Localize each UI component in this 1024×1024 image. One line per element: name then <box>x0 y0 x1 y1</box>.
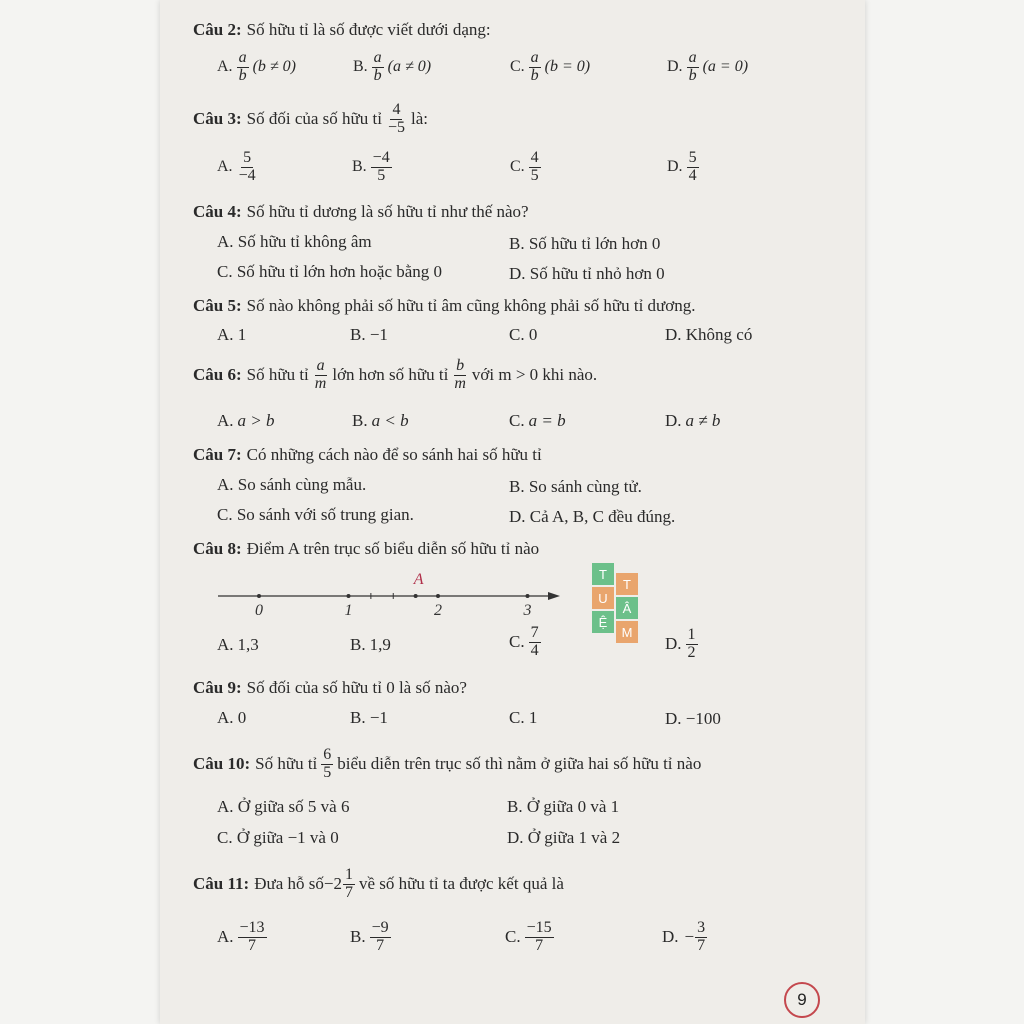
question-8 <box>193 539 539 559</box>
tick-label: 0 <box>255 602 263 619</box>
option-letter: D. <box>662 927 679 947</box>
option-a <box>217 50 296 85</box>
option-a <box>217 411 275 431</box>
point-a-label: A <box>413 571 424 588</box>
option-c: C. Ở giữa −1 và 0 <box>217 828 339 847</box>
question-text: Số hữu tỉ <box>255 754 318 774</box>
option-letter: A. <box>217 58 233 76</box>
numerator: −13 <box>239 919 265 936</box>
numerator: b <box>456 357 465 374</box>
option-b <box>352 150 396 185</box>
option-letter: D. <box>665 411 682 430</box>
question-11 <box>193 867 564 902</box>
numerator: 5 <box>688 149 697 166</box>
numerator: a <box>688 49 697 66</box>
option-b <box>352 411 409 431</box>
question-6 <box>193 358 597 393</box>
question-label: Câu 9: <box>193 678 242 697</box>
question-text: lớn hơn số hữu tỉ <box>332 365 449 385</box>
option-c: C. 1 <box>509 708 538 727</box>
option-letter: C. <box>509 632 525 652</box>
fraction <box>313 358 329 393</box>
option-letter: B. <box>353 58 368 76</box>
fraction <box>687 150 699 185</box>
option-b <box>353 50 431 85</box>
numerator: 1 <box>687 626 696 643</box>
option-a <box>217 635 259 655</box>
denominator: b <box>688 66 697 84</box>
option-letter: B. <box>352 158 367 176</box>
question-4 <box>193 202 529 222</box>
denominator: 4 <box>688 166 697 184</box>
fraction <box>237 150 258 185</box>
question-label: Câu 4: <box>193 202 242 221</box>
logo-letter: U <box>592 587 614 609</box>
option-d <box>667 50 748 85</box>
question-text: Số đối của số hữu tỉ <box>246 109 382 129</box>
question-label: Câu 2: <box>193 20 242 39</box>
denominator: 7 <box>344 883 353 901</box>
option-c: C. So sánh với số trung gian. <box>217 505 414 524</box>
option-d: D. Số hữu tỉ nhỏ hơn 0 <box>509 264 665 283</box>
option-d <box>665 627 702 662</box>
option-letter: A. <box>217 411 234 430</box>
denominator: 5 <box>377 166 386 184</box>
question-text: Số hữu tỉ là số được viết dưới dạng: <box>246 20 491 39</box>
numerator: a <box>238 49 247 66</box>
numerator: 3 <box>697 919 706 936</box>
option-expr: a > b <box>237 411 275 430</box>
denominator: 4 <box>530 641 539 659</box>
option-letter: D. <box>667 58 683 76</box>
denominator: 7 <box>248 936 257 954</box>
option-c: C. 0 <box>509 325 538 344</box>
denominator: 7 <box>535 936 544 954</box>
question-label: Câu 8: <box>193 539 242 558</box>
tick-point <box>347 594 351 598</box>
option-b <box>350 635 391 655</box>
question-label: Câu 7: <box>193 445 242 464</box>
numerator: a <box>530 49 539 66</box>
denominator: b <box>373 66 382 84</box>
numerator: 7 <box>530 624 539 641</box>
fraction <box>686 627 698 662</box>
question-label: Câu 10: <box>193 754 251 774</box>
option-b <box>350 920 395 955</box>
fraction <box>386 102 407 137</box>
option-letter: A. <box>217 158 233 176</box>
question-9 <box>193 678 467 698</box>
point-a <box>414 594 418 598</box>
fraction <box>452 358 468 393</box>
condition: (b = 0) <box>544 58 591 76</box>
option-c <box>505 920 558 955</box>
tick-label: 2 <box>434 602 442 619</box>
option-a: A. So sánh cùng mẫu. <box>217 475 367 494</box>
question-text: Số hữu tỉ dương là số hữu tỉ như thế nào? <box>246 202 529 221</box>
option-c <box>510 50 590 85</box>
denominator: 2 <box>687 643 696 661</box>
fraction <box>687 50 699 85</box>
number-line <box>210 570 570 625</box>
option-expr: a = b <box>528 411 566 430</box>
question-text: biểu diễn trên trục số thì nằm ở giữa hai số hữu tỉ nào <box>337 754 702 774</box>
fraction <box>529 150 541 185</box>
numerator: −15 <box>526 919 552 936</box>
question-text: Điểm A trên trục số biểu diễn số hữu tỉ nào <box>246 539 540 558</box>
tick-label: 1 <box>344 602 353 619</box>
fraction <box>529 625 541 660</box>
fraction <box>238 920 267 955</box>
question-5 <box>193 296 696 316</box>
option-a: A. 0 <box>217 708 247 727</box>
logo-letter: M <box>616 621 638 643</box>
numerator: 4 <box>530 149 539 166</box>
tick-point <box>526 594 530 598</box>
whole-part: −2 <box>323 874 342 894</box>
option-a <box>217 150 262 185</box>
question-label: Câu 6: <box>193 365 242 385</box>
option-letter: C. <box>505 927 521 947</box>
numerator: 6 <box>323 746 332 763</box>
option-b: B. Ở giữa 0 và 1 <box>507 797 620 816</box>
option-d <box>667 150 703 185</box>
tick-point <box>436 594 440 598</box>
option-b: B. Số hữu tỉ lớn hơn 0 <box>509 234 661 253</box>
numerator: 4 <box>392 101 401 118</box>
tick-label: 3 <box>523 602 532 619</box>
option-letter: C. <box>509 411 525 430</box>
option-c: C. Số hữu tỉ lớn hơn hoặc bằng 0 <box>217 262 443 281</box>
option-d: D. Ở giữa 1 và 2 <box>507 828 621 847</box>
logo-letter: Â <box>616 597 638 619</box>
question-text: Có những cách nào để so sánh hai số hữu tỉ <box>246 445 542 464</box>
question-label: Câu 11: <box>193 874 250 894</box>
logo-letter: Ệ <box>592 611 614 633</box>
option-a: A. Ở giữa số 5 và 6 <box>217 797 350 816</box>
fraction <box>695 920 707 955</box>
denominator: b <box>238 66 247 84</box>
option-letter: A. <box>217 927 234 947</box>
option-d: D. −100 <box>665 709 721 728</box>
option-text: 1,9 <box>369 635 391 654</box>
option-d: D. Cả A, B, C đều đúng. <box>509 507 676 526</box>
minus-sign: − <box>684 927 695 947</box>
option-letter: B. <box>350 927 366 947</box>
question-text: với m > 0 khi nào. <box>471 365 598 385</box>
numerator: a <box>373 49 382 66</box>
option-letter: B. <box>352 411 368 430</box>
denominator: 5 <box>530 166 539 184</box>
question-7 <box>193 445 542 465</box>
option-b: B. −1 <box>350 325 388 344</box>
option-text: 1,3 <box>237 635 259 654</box>
fraction <box>237 50 249 85</box>
option-c <box>509 411 566 431</box>
option-d <box>662 920 711 955</box>
option-letter: C. <box>510 158 525 176</box>
denominator: m <box>454 374 466 392</box>
denominator: 5 <box>323 763 332 781</box>
question-text-end: là: <box>410 109 428 129</box>
fraction <box>371 150 392 185</box>
option-b: B. So sánh cùng tử. <box>509 477 642 496</box>
option-expr: a ≠ b <box>685 411 721 430</box>
numerator: −9 <box>371 919 389 936</box>
tick-point <box>257 594 261 598</box>
denominator: m <box>314 374 327 392</box>
question-text: về số hữu tỉ ta được kết quả là <box>358 874 564 894</box>
question-3 <box>193 102 428 137</box>
option-a <box>217 920 271 955</box>
question-10 <box>193 747 701 782</box>
fraction <box>370 920 391 955</box>
denominator: 7 <box>697 936 706 954</box>
option-c <box>510 150 545 185</box>
denominator: −5 <box>387 118 405 136</box>
option-b: B. −1 <box>350 708 388 727</box>
numerator: −4 <box>372 149 390 166</box>
logo-letter: T <box>592 563 614 585</box>
option-letter: A. <box>217 635 234 654</box>
fraction <box>343 867 355 902</box>
option-d: D. Không có <box>665 325 753 344</box>
option-letter: B. <box>350 635 366 654</box>
numerator: a <box>316 357 325 374</box>
denominator: 7 <box>376 936 385 954</box>
option-letter: D. <box>665 634 682 654</box>
condition: (a ≠ 0) <box>387 58 432 76</box>
option-a: A. Số hữu tỉ không âm <box>217 232 372 251</box>
denominator: b <box>530 66 539 84</box>
option-a: A. 1 <box>217 325 247 344</box>
condition: (b ≠ 0) <box>252 58 296 76</box>
question-label: Câu 3: <box>193 109 242 129</box>
page-number: 9 <box>784 982 820 1018</box>
logo-letter: T <box>616 573 638 595</box>
option-letter: D. <box>667 158 683 176</box>
question-label: Câu 5: <box>193 296 242 315</box>
question-text: Số đối của số hữu tỉ 0 là số nào? <box>246 678 467 697</box>
denominator: −4 <box>238 166 256 184</box>
watermark-logo <box>592 563 640 645</box>
question-text: Đưa hỗ số <box>254 874 324 894</box>
numerator: 1 <box>344 866 353 883</box>
option-letter: C. <box>510 58 525 76</box>
option-expr: a < b <box>371 411 409 430</box>
option-d <box>665 411 720 431</box>
question-text: Số nào không phải số hữu tỉ âm cũng không phải số hữu tỉ dương. <box>246 296 696 315</box>
option-c <box>509 625 545 660</box>
fraction <box>321 747 333 782</box>
fraction <box>372 50 384 85</box>
arrow-head-icon <box>548 592 560 600</box>
numerator: 5 <box>243 149 252 166</box>
question-2 <box>193 20 491 40</box>
fraction <box>525 920 554 955</box>
condition: (a = 0) <box>702 58 749 76</box>
mixed-number <box>324 867 359 902</box>
fraction <box>529 50 541 85</box>
question-text: Số hữu tỉ <box>246 365 309 385</box>
